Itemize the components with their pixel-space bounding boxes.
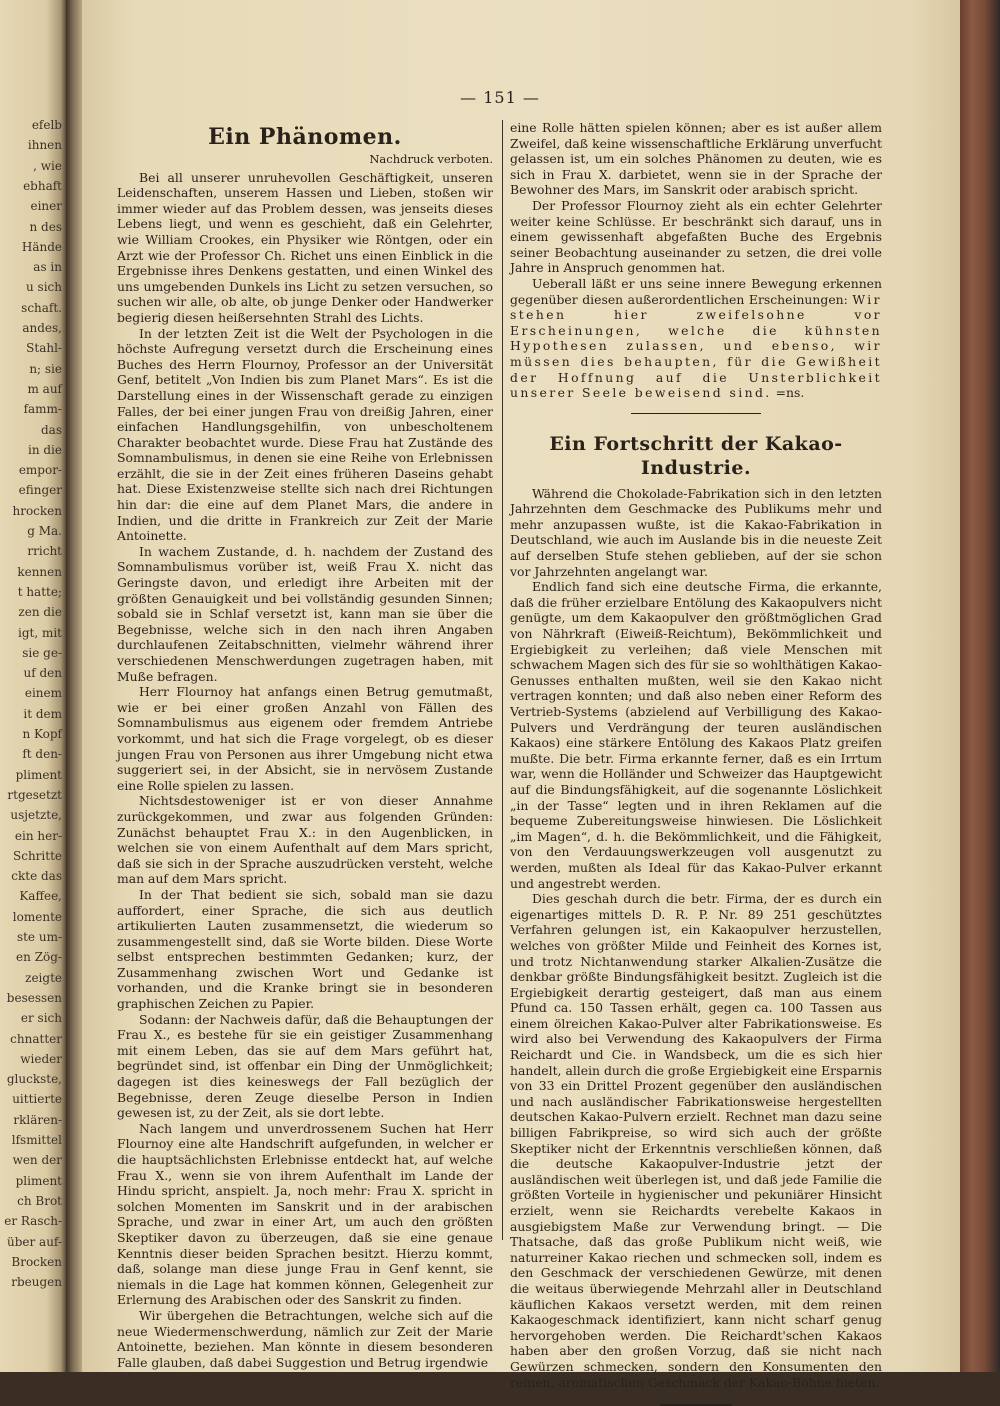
reprint-note: Nachdruck verboten. — [369, 152, 493, 166]
left-page-fragment: andes, — [22, 321, 62, 335]
left-page-fragment: wen der — [12, 1153, 62, 1168]
column-rule — [502, 120, 503, 1240]
left-column — [117, 122, 493, 1370]
left-page-fragment: en Zög- — [16, 950, 62, 965]
article-title-kakao: Ein Fortschritt der Kakao-Industrie. — [549, 432, 843, 479]
left-page-fragment: rklären- — [13, 1112, 62, 1127]
paragraph: In der That bedient sie sich, sobald man sie dazu auffordert, einer Sprache, die sich aus deutlich artikulierten Lauten zusammensetzt, die wiederum so zusammengestellt sind, daß sie Worte bilden. Diese Worte selbst entsprechen bestimmten Gedanken; kurz, der Zusammenhang zwischen Wort und Gedanke ist vorhanden, und die Kranke bringt sie in besonderen graphischen Zeichen zu Papier. — [117, 886, 493, 1012]
left-page-fragment: empor- — [18, 463, 62, 478]
left-page-fragment: g Ma. — [27, 524, 62, 538]
book-gutter — [66, 0, 82, 1372]
left-page-fragment: über auf- — [6, 1234, 62, 1249]
left-page-fragment: famm- — [23, 402, 62, 417]
left-page-edge — [0, 0, 66, 1372]
left-page-fragment: igt, mit — [17, 625, 62, 640]
left-page-fragment: it dem — [23, 706, 62, 721]
left-page-fragment: hrocken — [12, 503, 62, 518]
left-page-fragment: u sich — [26, 280, 62, 295]
left-page-fragment: lomente — [12, 909, 62, 924]
left-page-fragment: besessen — [6, 990, 62, 1005]
conclusion-spaced-text: Wir stehen hier zweifelsohne vor Erscheinungen, welche die kühnsten Hypothesen zulassen, und ebenso, wir müssen dies behaupten, für die Gewißheit der Hoffnung auf die Unsterblichkeit unserer Seele beweisend sind. — [510, 291, 882, 401]
left-page-fragment: zeigte — [25, 970, 62, 985]
left-page-fragment: in die — [27, 442, 62, 457]
left-page-fragment: lfsmittel — [11, 1133, 62, 1147]
left-page-fragment: as in — [33, 260, 62, 275]
left-page-fragment: m auf — [27, 381, 62, 396]
left-page-fragment: er sich — [20, 1011, 62, 1026]
left-page-fragment: einem — [24, 686, 62, 701]
paragraph: Bei all unserer unruhevollen Geschäftigkeit, unseren Leidenschaften, unserem Hassen und Lieben, stoßen wir immer wieder auf das Problem dessen, was jenseits dieses Lebens liegt, und wenn es geschieht, daß ein Gelehrter, wie William Crookes, ein Physiker wie Röntgen, oder ein Arzt wie der Professor Ch. Richet uns einen Einblick in die Ergebnisse ihres Denkens gestatten, und einen Winkel des uns umgebenden Dunkels ins Licht zu setzen versuchen, so suchen wir alle, ob alte, ob junge Denker oder Handwerker begierig diesen heißersehnten Strahl des Lichts. — [117, 169, 493, 325]
left-page-fragment: ein her- — [14, 828, 62, 843]
left-page-fragment: Stahl- — [26, 341, 62, 356]
left-page-fragment: t hatte; — [17, 584, 62, 599]
left-page-fragment: Schritte — [13, 848, 62, 863]
left-page-fragment: uittierte — [12, 1092, 62, 1107]
left-page-fragment: das — [41, 422, 62, 437]
paragraph-continuation: eine Rolle hätten spielen können; aber es ist außer allem Zweifel, daß keine wissenschaftliche Erklärung unverfucht gelassen ist, um ein solches Phänomen zu deuten, wie es sich in Frau X. darbietet, wenn sie in der Sprache der Bewohner des Mars, im Sanskrit oder arabisch spricht. — [510, 120, 882, 198]
paragraph: Wir übergehen die Betrachtungen, welche sich auf die neue Wiedermenschwerdung, nämlich zur Zeit der Marie Antoinette, beziehen. Man könnte in diesem besonderen Falle glauben, daß dabei Suggestion und Betrug irgendwie — [117, 1307, 493, 1370]
left-page-fragment: , wie — [33, 158, 62, 173]
left-page-fragment: usjetzte, — [10, 808, 62, 823]
article-separator — [631, 413, 761, 414]
left-page-fragment: schaft. — [21, 300, 62, 315]
paragraph: Der Professor Flournoy zieht als ein echter Gelehrter weiter keine Schlüsse. Er beschränkt sich darauf, uns in einem gewissenhaft abgefaßten Buche des Ergebnis seiner Beobachtung auseinander zu setzen, die drei volle Jahre in Anspruch genommen hat. — [510, 197, 882, 276]
left-page-fragment: n Kopf — [22, 727, 62, 741]
left-page-fragment: Hände — [21, 239, 62, 254]
left-page-fragment: kennen — [17, 564, 62, 579]
left-page-fragment: rbeugen — [11, 1275, 62, 1290]
left-page-fragment: pliment — [15, 767, 62, 782]
paragraph-conclusion — [510, 276, 882, 401]
right-column — [510, 120, 882, 1406]
left-page-fragment: ckte das — [11, 869, 62, 884]
paragraph: Nichtsdestoweniger ist er von dieser Annahme zurückgekommen, und zwar aus folgenden Gründen: Zunächst behauptet Frau X.: in den Augenblicken, in welchen sie von einem Aufenthalt auf dem Mars spricht, daß sie sich in der Sprache auszudrücken versteht, welche man auf dem Mars spricht. — [117, 793, 493, 887]
left-page-fragment: chnatter — [10, 1031, 62, 1046]
left-page-fragment: ch Brot — [17, 1193, 62, 1208]
article-title-phaenomen: Ein Phänomen. — [208, 124, 402, 150]
paragraph: Endlich fand sich eine deutsche Firma, die erkannte, daß die früher erzielbare Entölung des Kakaopulvers nicht genügte, um dem Kakaopulver den größtmöglichen Grad von Nährkraft (Eiweiß-Reichtum), Bekömmlichkeit und Ergiebigkeit zu verleihen; daß viele Menschen mit schwachem Magen sich des für sie so wohlthätigen Kakao-Genusses enthalten mußten, weil sie den Kakao nicht vertragen konnten; und daß also neben einer Reform des Vertrieb-Systems (abzielend auf Verbilligung des Kakao-Pulvers und Verdrängung der teuren ausländischen Kakaos) eine stärkere Entölung des Kakaos Platz greifen mußte. Die betr. Firma erkannte ferner, daß es ein Irrtum war, wenn die Holländer und Schweizer das Hauptgewicht auf die Bindungsfähigkeit, auf die sogenannte Löslichkeit „in der Tasse“ legten und in ihren Reklamen auf die bequeme Zubereitungsweise hinwiesen. Die Löslichkeit „im Magen“, d. h. die Bekömmlichkeit, und die Fähigkeit, von den Verdauungswerkzeugen voll ausgenutzt zu werden, mußten als Ideal für das Kakao-Pulver erkannt und angestrebt werden. — [510, 579, 882, 891]
left-page-fragment: Kaffee, — [19, 889, 62, 904]
conclusion-intro: Ueberall läßt er uns seine innere Bewegung erkennen gegenüber diesen außerordentlichen Erscheinungen: — [510, 275, 882, 307]
left-page-fragment: efelb — [31, 118, 62, 132]
left-page-fragment: n; sie — [29, 361, 62, 376]
left-page-fragment: pliment — [15, 1173, 62, 1188]
left-page-fragment: ebhaft — [23, 178, 62, 193]
paragraph: In der letzten Zeit ist die Welt der Psychologen in die höchste Aufregung versetzt durch die Erscheinung eines Buches des Herrn Flournoy, Professor an der Universität Genf, betitelt „Von Indien bis zum Planet Mars“. Es ist die Darstellung eines in der Wissenschaft gerade zu einzigen Falles, der bei einer jungen Frau von dreißig Jahren, einer einfachen Handlungsgehilfin, von unbescholtenem Charakter beobachtet wurde. Diese Frau hat Zustände des Somnambulismus, in denen sie eine Reihe von Erlebnissen erzählt, die sie in der Zeit eines früheren Daseins gehabt hat. Diese Existenzweise stellte sich nach drei Richtungen hin dar: die eine auf dem Planet Mars, die andere in Indien, und die dritte in Frankreich zur Zeit der Marie Antoinette. — [117, 325, 493, 544]
left-page-fragment: rricht — [27, 544, 62, 559]
article-signature: =ns. — [775, 385, 805, 401]
paragraph: Sodann: der Nachweis dafür, daß die Behauptungen der Frau X., es bestehe für sie ein geistiger Zusammenhang mit einem Leben, das sie auf dem Mars geführt hat, begründet sind, ist offenbar ein Ding der Unmöglichkeit; dagegen ist dies keineswegs der Fall bezüglich der Begebnisse, deren Zeuge dieselbe Person in Indien gewesen ist, zu der Zeit, als sie dort lebte. — [117, 1011, 493, 1121]
paragraph: Während die Chokolade-Fabrikation sich in den letzten Jahrzehnten dem Geschmacke des Publikums mehr und mehr anzupassen wußte, ist die Kakao-Fabrikation in Deutschland, wie auch im Auslande bis in die neueste Zeit auf derselben Stufe stehen geblieben, auf der sie schon vor Jahrzehnten angelangt war. — [510, 485, 882, 579]
left-page-fragment: gluckste, — [6, 1072, 62, 1087]
left-page-fragment: ft den- — [22, 747, 62, 762]
left-page-fragment: n des — [29, 219, 62, 234]
left-page-fragment: rtgesetzt — [7, 787, 62, 802]
left-page-fragment: er Rasch- — [4, 1214, 62, 1229]
left-page-fragment: efinger — [18, 483, 62, 498]
left-page-fragment: uf den — [23, 666, 62, 681]
paragraph: Dies geschah durch die betr. Firma, der es durch ein eigenartiges mittels D. R. P. Nr. 89 251 geschütztes Verfahren gelungen ist, ein Kakaopulver herzustellen, welches von größter Milde und Feinheit des Kornes ist, und trotz Nichtanwendung starker Alkalien-Zusätze die denkbar größte Bindungsfähigkeit besitzt. Zugleich ist die Ergiebigkeit derartig gesteigert, daß man aus einem Pfund ca. 150 Tassen erhält, gegen ca. 100 Tassen aus einem ölreichen Kakao-Pulver alter Fabrikationsweise. Es wird also bei Verwendung des Kakaopulvers der Firma Reichardt und Cie. in Wandsbeck, um die es sich hier handelt, allein durch die große Ergiebigkeit eine Ersparnis von 33 ein Drittel Prozent gegenüber den ausländischen und nach ausländischer Fabrikationsweise hergestellten deutschen Kakao-Pulvern erzielt. Rechnet man dazu seine billigen Fabrikpreise, so wird sich auch der größte Skeptiker nicht der Erkenntnis verschließen können, daß die deutsche Kakaopulver-Industrie jetzt der ausländischen weit überlegen ist, und daß jede Familie die größten Vorteile in hygienischer und pekuniärer Hinsicht erzielt, wenn sie Reichardts verebelte Kakaos in ausgiebigstem Maße zur Verwendung bringt. — Die Thatsache, daß das große Publikum nicht weiß, wie naturreiner Kakao riechen und schmecken soll, indem es den Geschmack der verschiedenen Gewürze, mit denen die weitaus überwiegende Mehrzahl aller in Deutschland käuflichen Kakaos versetzt werden, mit dem reinen Kakaogeschmack identifiziert, kann nicht scharf genug hervorgehoben werden. Die Reichardt'schen Kakaos haben aber den großen Vorzug, daß sie nicht nach Gewürzen schmecken, sondern den Konsumenten den reinen, aromatischen Geschmack der Kakao-Bohne bieten. — [510, 891, 882, 1390]
left-page-fragment: sie ge- — [22, 645, 62, 660]
paragraph: Nach langem und unverdrossenem Suchen hat Herr Flournoy eine alte Handschrift aufgefunden, in welcher er die hauptsächlichsten Erlebnisse entdeckt hat, auf welche Frau X., wenn sie von ihrem Aufenthalt im Lande der Hindu spricht, anspielt. Ja, noch mehr: Frau X. spricht in solchen Momenten im Sanskrit und in der arabischen Sprache, und zwar in einer Art, um auch den größten Skeptiker davon zu überzeugen, daß sie eine genaue Kenntnis dieser beiden Sprachen besitzt. Hierzu kommt, daß, solange man diese junge Frau in Genf kennt, sie niemals in die Lage hat kommen können, Gelegenheit zur Erlernung des Arabischen oder des Sanskrit zu finden. — [117, 1120, 493, 1308]
left-page-fragment: einer — [30, 199, 62, 214]
left-page-fragment: Brocken — [11, 1254, 62, 1269]
paragraph: Herr Flournoy hat anfangs einen Betrug gemutmaßt, wie er bei einer großen Anzahl von Fällen des Somnambulismus aus eigenem oder fremdem Antriebe vorkommt, und hat sich die Frage vorgelegt, ob es dieser jungen Frau von Personen aus ihrer Umgebung nicht etwa suggeriert sei, in der Absicht, sie in nervösem Zustande eine Rolle spielen zu lassen. — [117, 684, 493, 793]
page-number: — 151 — — [460, 88, 540, 107]
paragraph: In wachem Zustande, d. h. nachdem der Zustand des Somnambulismus vorüber ist, weiß Frau X. nicht das Geringste davon, und erledigt ihre Arbeiten mit der größten Genauigkeit und bei vollständig gesunden Sinnen; sobald sie in Schlaf versetzt ist, kann man sie über die Begebnisse, welche sich in den nach ihren Angaben durchlaufenen Zeitabschnitten, vielmehr während ihrer verschiedenen Menschwerdungen zugetragen haben, mit Muße befragen. — [117, 543, 493, 684]
book-cover-edge — [960, 0, 1000, 1372]
left-page-fragment: wieder — [20, 1051, 62, 1066]
left-page-fragment: zen die — [18, 605, 62, 620]
left-page-fragment: ihnen — [27, 138, 62, 153]
left-page-fragment: ste um- — [16, 930, 62, 944]
